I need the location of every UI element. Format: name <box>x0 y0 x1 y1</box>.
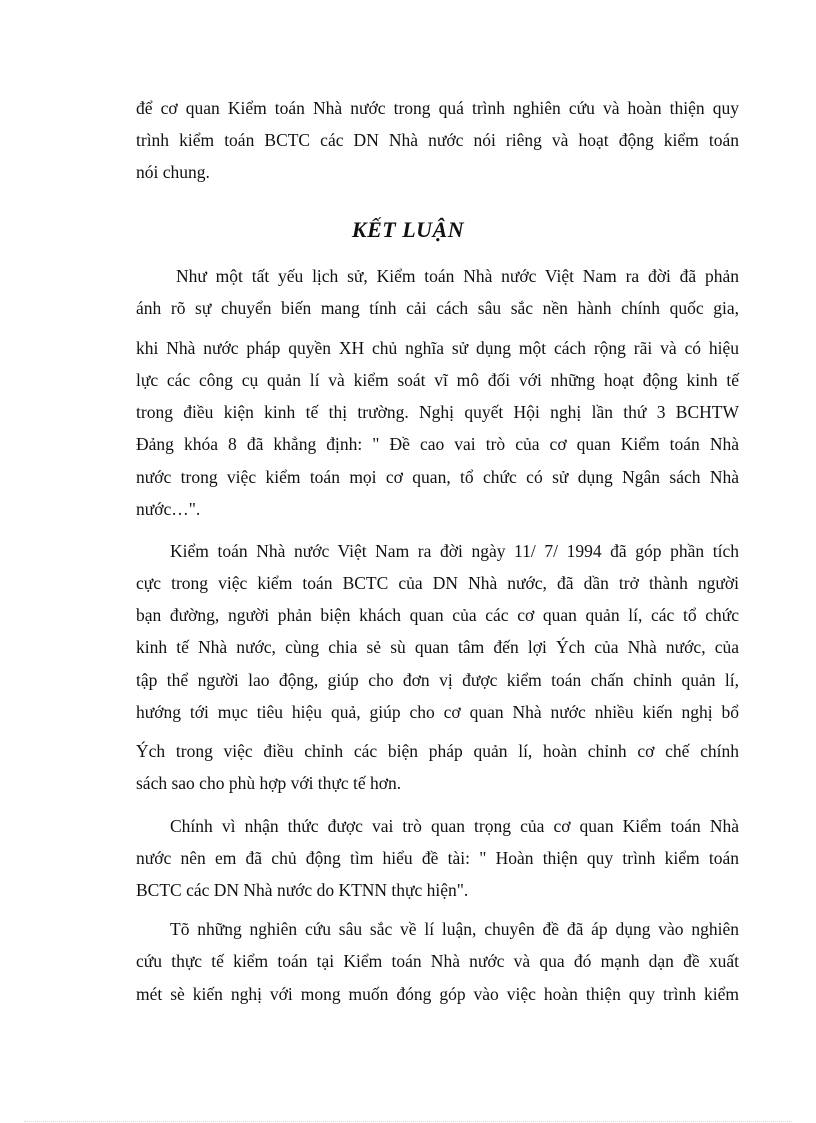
text-line: Kiểm toán Nhà nước Việt Nam ra đời ngày 11/ 7/ 1994 đã góp phần tích <box>170 541 739 561</box>
text-line: khi Nhà nước pháp quyền XH chủ nghĩa sử dụng một cách rộng rãi và có hiệu <box>136 338 739 358</box>
text-line: tập thể người lao động, giúp cho đơn vị được kiểm toán chấn chỉnh quản lí, <box>136 670 739 690</box>
text-line: để cơ quan Kiểm toán Nhà nước trong quá trình nghiên cứu và hoàn thiện quy <box>136 98 739 118</box>
text-line: sách sao cho phù hợp với thực tế hơn. <box>136 773 402 793</box>
section-title: KẾT LUẬN <box>351 217 465 242</box>
text-line: cực trong việc kiểm toán BCTC của DN Nhà nước, đã dần trở thành người <box>136 573 739 593</box>
text-line: Đảng khóa 8 đã khẳng định: " Đề cao vai trò của cơ quan Kiểm toán Nhà <box>136 434 739 454</box>
text-line: nước nên em đã chủ động tìm hiểu đề tài: " Hoàn thiện quy trình kiểm toán <box>136 848 739 868</box>
text-line: trong điều kiện kinh tế thị trường. Nghị quyết Hội nghị lần thứ 3 BCHTW <box>136 402 739 422</box>
text-line: Như một tất yếu lịch sử, Kiểm toán Nhà nước Việt Nam ra đời đã phản <box>176 266 739 286</box>
text-line: Chính vì nhận thức được vai trò quan trọng của cơ quan Kiểm toán Nhà <box>170 816 739 836</box>
text-line: nước…". <box>136 499 201 519</box>
text-line: nói chung. <box>136 162 210 182</box>
text-line: nước trong việc kiểm toán mọi cơ quan, tổ chức có sử dụng Ngân sách Nhà <box>136 467 739 487</box>
text-line: BCTC các DN Nhà nước do KTNN thực hiện". <box>136 880 469 900</box>
text-line: Ých trong việc điều chỉnh các biện pháp quản lí, hoàn chỉnh cơ chế chính <box>136 741 739 761</box>
text-line: kinh tế Nhà nước, cùng chia sẻ sù quan tâm đến lợi Ých của Nhà nước, của <box>136 637 739 657</box>
page-bottom-divider <box>24 1121 792 1122</box>
text-line: cứu thực tế kiểm toán tại Kiểm toán Nhà nước và qua đó mạnh dạn đề xuất <box>136 951 739 971</box>
text-line: lực các công cụ quản lí và kiểm soát vĩ mô đối với những hoạt động kinh tế <box>136 370 739 390</box>
text-line: bạn đường, người phản biện khách quan của các cơ quan quản lí, các tổ chức <box>136 605 739 625</box>
text-line: mét sè kiến nghị với mong muốn đóng góp vào việc hoàn thiện quy trình kiểm <box>136 984 739 1004</box>
text-line: hướng tới mục tiêu hiệu quả, giúp cho cơ quan Nhà nước nhiều kiến nghị bổ <box>136 702 739 722</box>
text-line: Tõ những nghiên cứu sâu sắc về lí luận, chuyên đề đã áp dụng vào nghiên <box>170 919 739 939</box>
text-line: ánh rõ sự chuyển biến mang tính cải cách sâu sắc nền hành chính quốc gia, <box>136 298 739 318</box>
text-line: trình kiểm toán BCTC các DN Nhà nước nói riêng và hoạt động kiểm toán <box>136 130 739 150</box>
